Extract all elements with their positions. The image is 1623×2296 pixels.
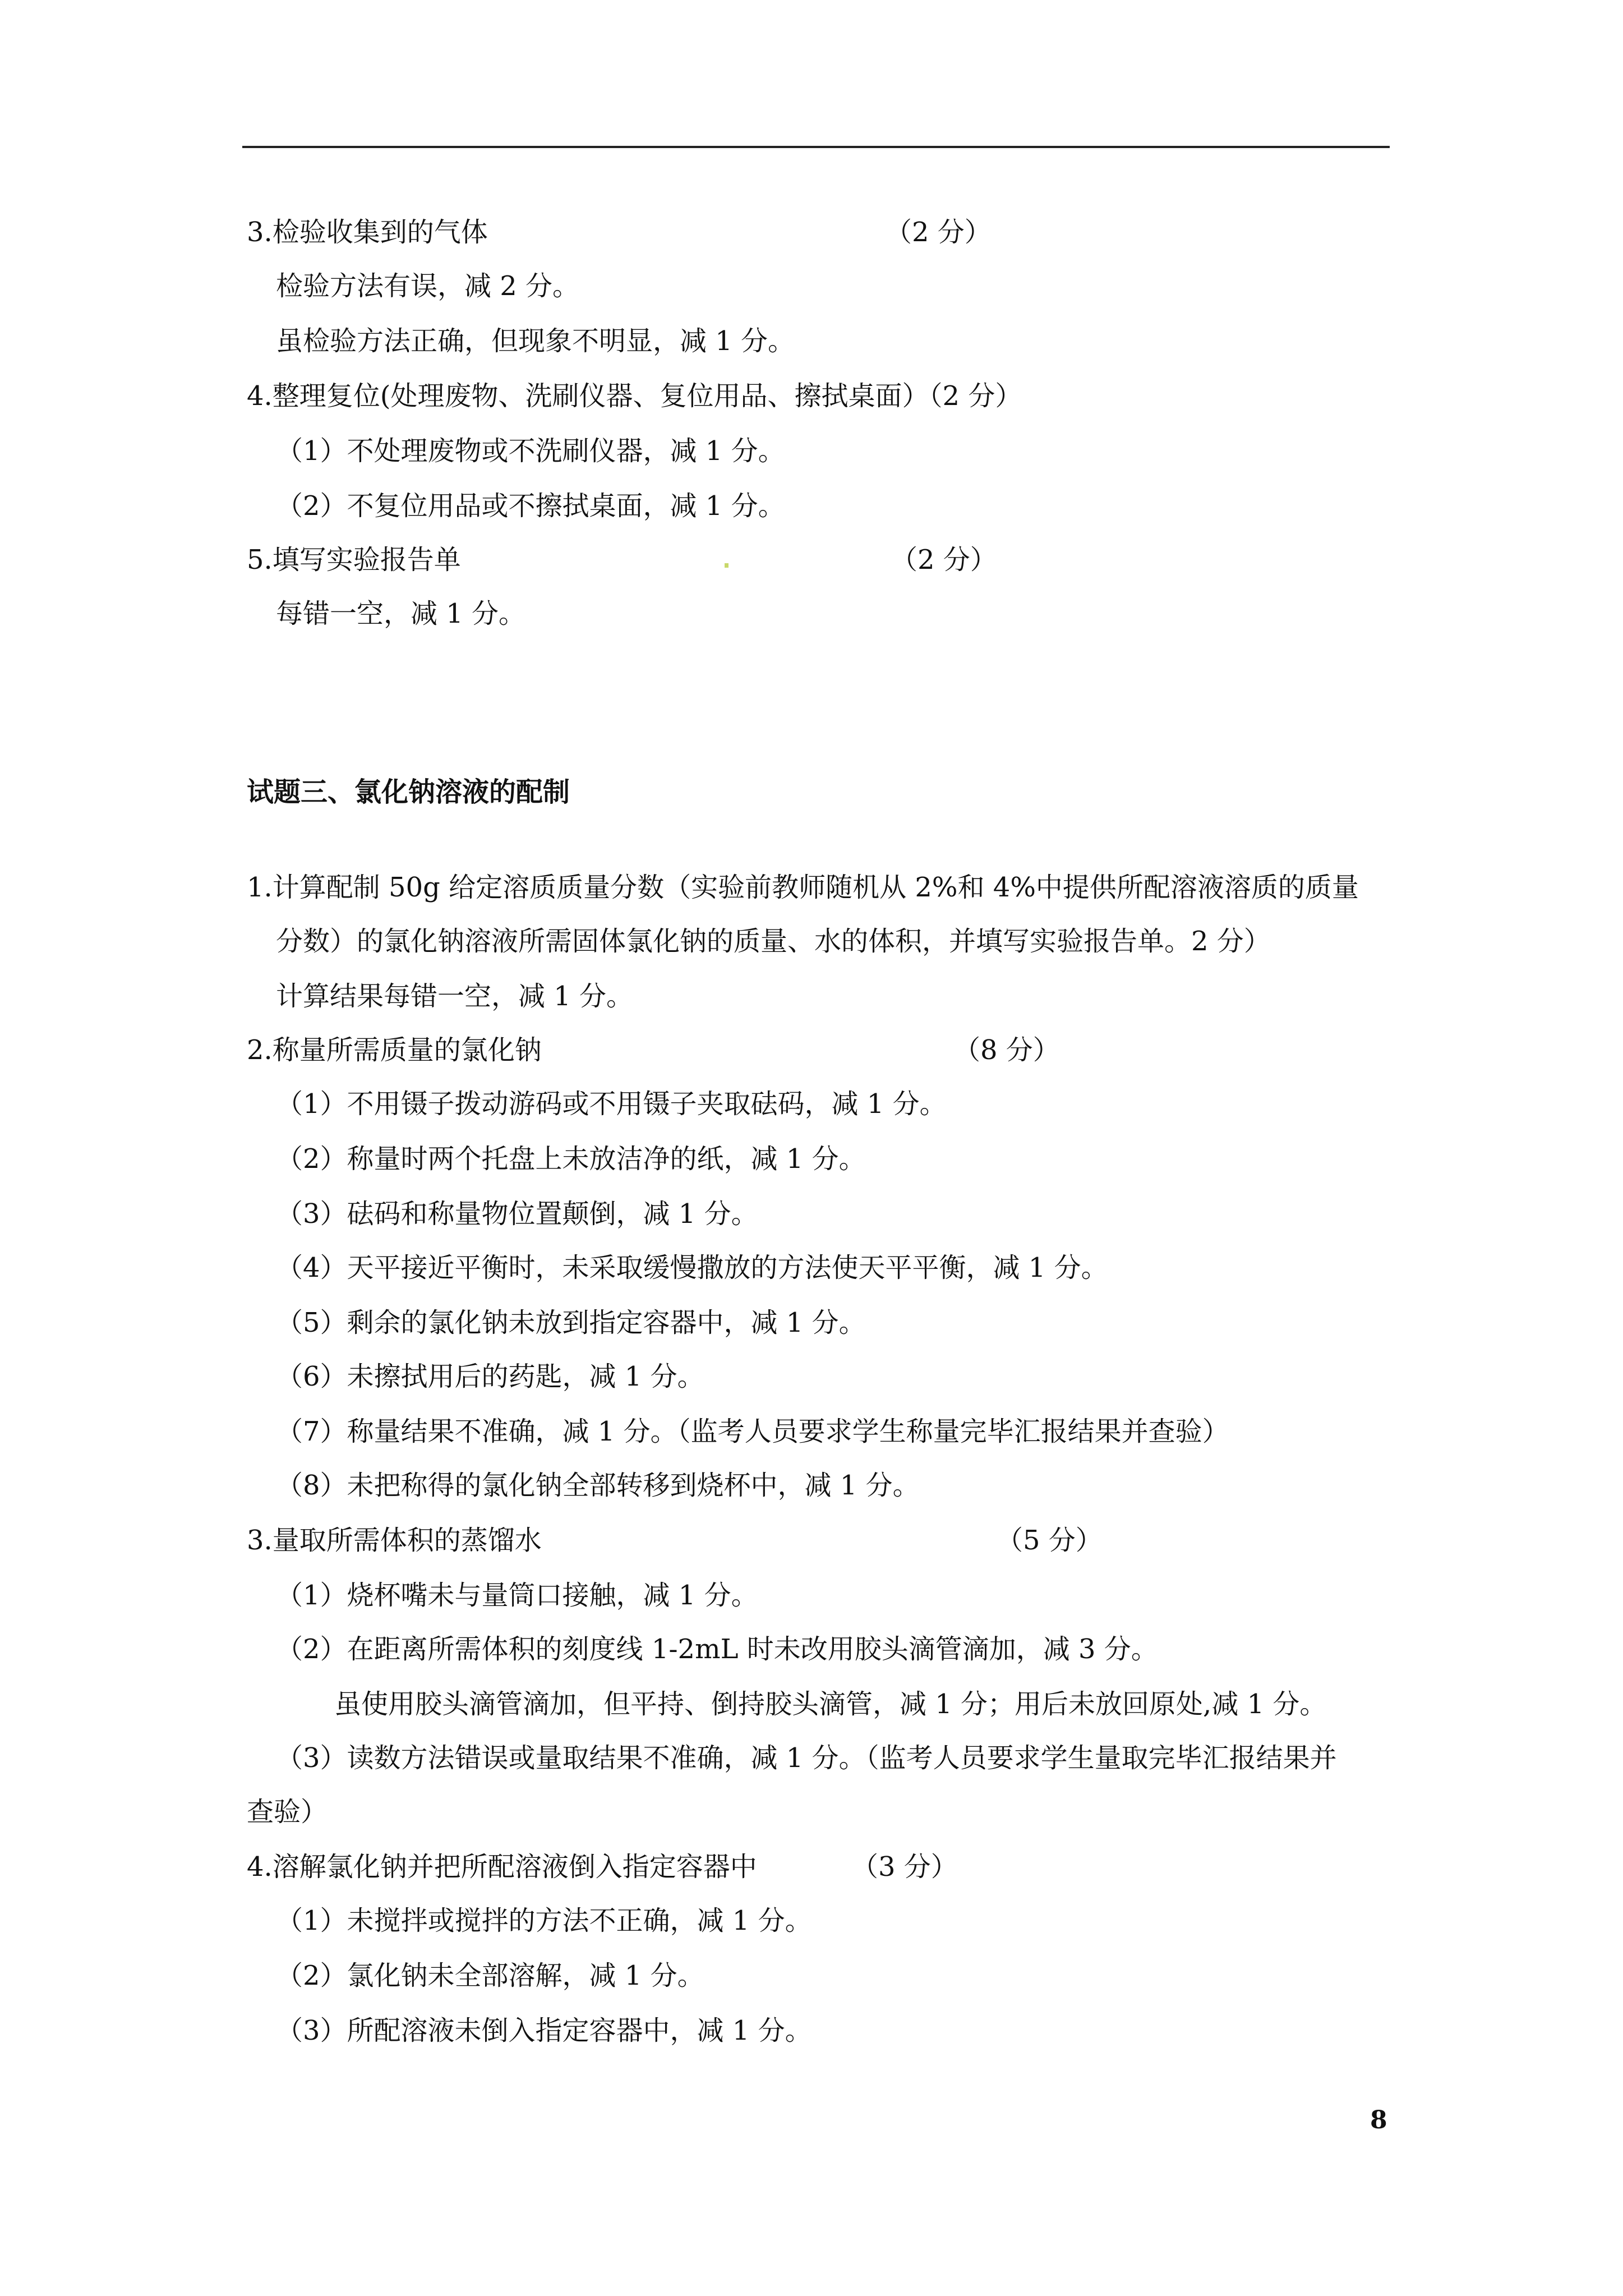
section-title: 试题三、氯化钠溶液的配制 <box>247 776 570 808</box>
rule-line: （2）称量时两个托盘上未放洁净的纸，减 1 分。 <box>276 1143 866 1175</box>
rule-line: （1）不处理废物或不洗刷仪器，减 1 分。 <box>276 435 785 467</box>
scan-speck <box>725 563 728 568</box>
rule-line: （7）称量结果不准确，减 1 分。（监考人员要求学生称量完毕汇报结果并查验） <box>276 1416 1229 1447</box>
item2-heading: 2.称量所需质量的氯化钠 <box>247 1034 542 1066</box>
page-number: 8 <box>1370 2106 1387 2134</box>
item3-score: （5 分） <box>996 1525 1103 1556</box>
rule-line: （1）烧杯嘴未与量筒口接触，减 1 分。 <box>276 1580 758 1611</box>
rule-line: （2）不复位用品或不擦拭桌面，减 1 分。 <box>276 490 785 522</box>
rule-line: （2）氯化钠未全部溶解，减 1 分。 <box>276 1960 704 1991</box>
rule-line: （3）砝码和称量物位置颠倒，减 1 分。 <box>276 1198 758 1230</box>
rule-line: （1）不用镊子拨动游码或不用镊子夹取砝码，减 1 分。 <box>276 1088 947 1120</box>
item4-score: （3 分） <box>851 1851 958 1883</box>
header-rule <box>242 146 1390 148</box>
rule-subline: 虽使用胶头滴管滴加，但平持、倒持胶头滴管，减 1 分；用后未放回原处,减 1 分。 <box>334 1688 1327 1720</box>
rule-line: （2）在距离所需体积的刻度线 1-2mL 时未改用胶头滴管滴加，减 3 分。 <box>276 1634 1158 1665</box>
rule-line: （3）读数方法错误或量取结果不准确，减 1 分。（监考人员要求学生量取完毕汇报结果并 <box>276 1742 1337 1774</box>
item4-heading: 4.整理复位(处理废物、洗刷仪器、复位用品、擦拭桌面）（2 分） <box>247 380 1022 412</box>
rule-line: 计算结果每错一空，减 1 分。 <box>276 981 634 1012</box>
item4-heading: 4.溶解氯化钠并把所配溶液倒入指定容器中 <box>247 1851 757 1883</box>
item5-heading: 5.填写实验报告单 <box>247 544 461 576</box>
item3-heading: 3.量取所需体积的蒸馏水 <box>247 1525 542 1556</box>
rule-line: 检验方法有误，减 2 分。 <box>276 270 580 302</box>
rule-line: （8）未把称得的氯化钠全部转移到烧杯中，减 1 分。 <box>276 1470 920 1501</box>
item1-heading-line2: 分数）的氯化钠溶液所需固体氯化钠的质量、水的体积，并填写实验报告单。2 分） <box>276 926 1271 957</box>
item5-score: （2 分） <box>891 544 997 576</box>
rule-line: （6）未擦拭用后的药匙，减 1 分。 <box>276 1361 704 1392</box>
rule-line: （1）未搅拌或搅拌的方法不正确，减 1 分。 <box>276 1905 812 1936</box>
item3-heading: 3.检验收集到的气体 <box>247 217 488 248</box>
rule-line-continued: 查验） <box>247 1796 328 1828</box>
item2-score: （8 分） <box>953 1034 1060 1066</box>
rule-line: 虽检验方法正确，但现象不明显，减 1 分。 <box>276 325 795 357</box>
rule-line: （3）所配溶液未倒入指定容器中，减 1 分。 <box>276 2015 812 2046</box>
rule-line: （5）剩余的氯化钠未放到指定容器中，减 1 分。 <box>276 1307 866 1338</box>
item3-score: （2 分） <box>885 217 992 248</box>
rule-line: （4）天平接近平衡时，未采取缓慢撒放的方法使天平平衡，减 1 分。 <box>276 1252 1108 1283</box>
rule-line: 每错一空，减 1 分。 <box>276 598 526 629</box>
item1-heading-line1: 1.计算配制 50g 给定溶质质量分数（实验前教师随机从 2%和 4%中提供所配溶液溶质的质量 <box>247 872 1359 903</box>
